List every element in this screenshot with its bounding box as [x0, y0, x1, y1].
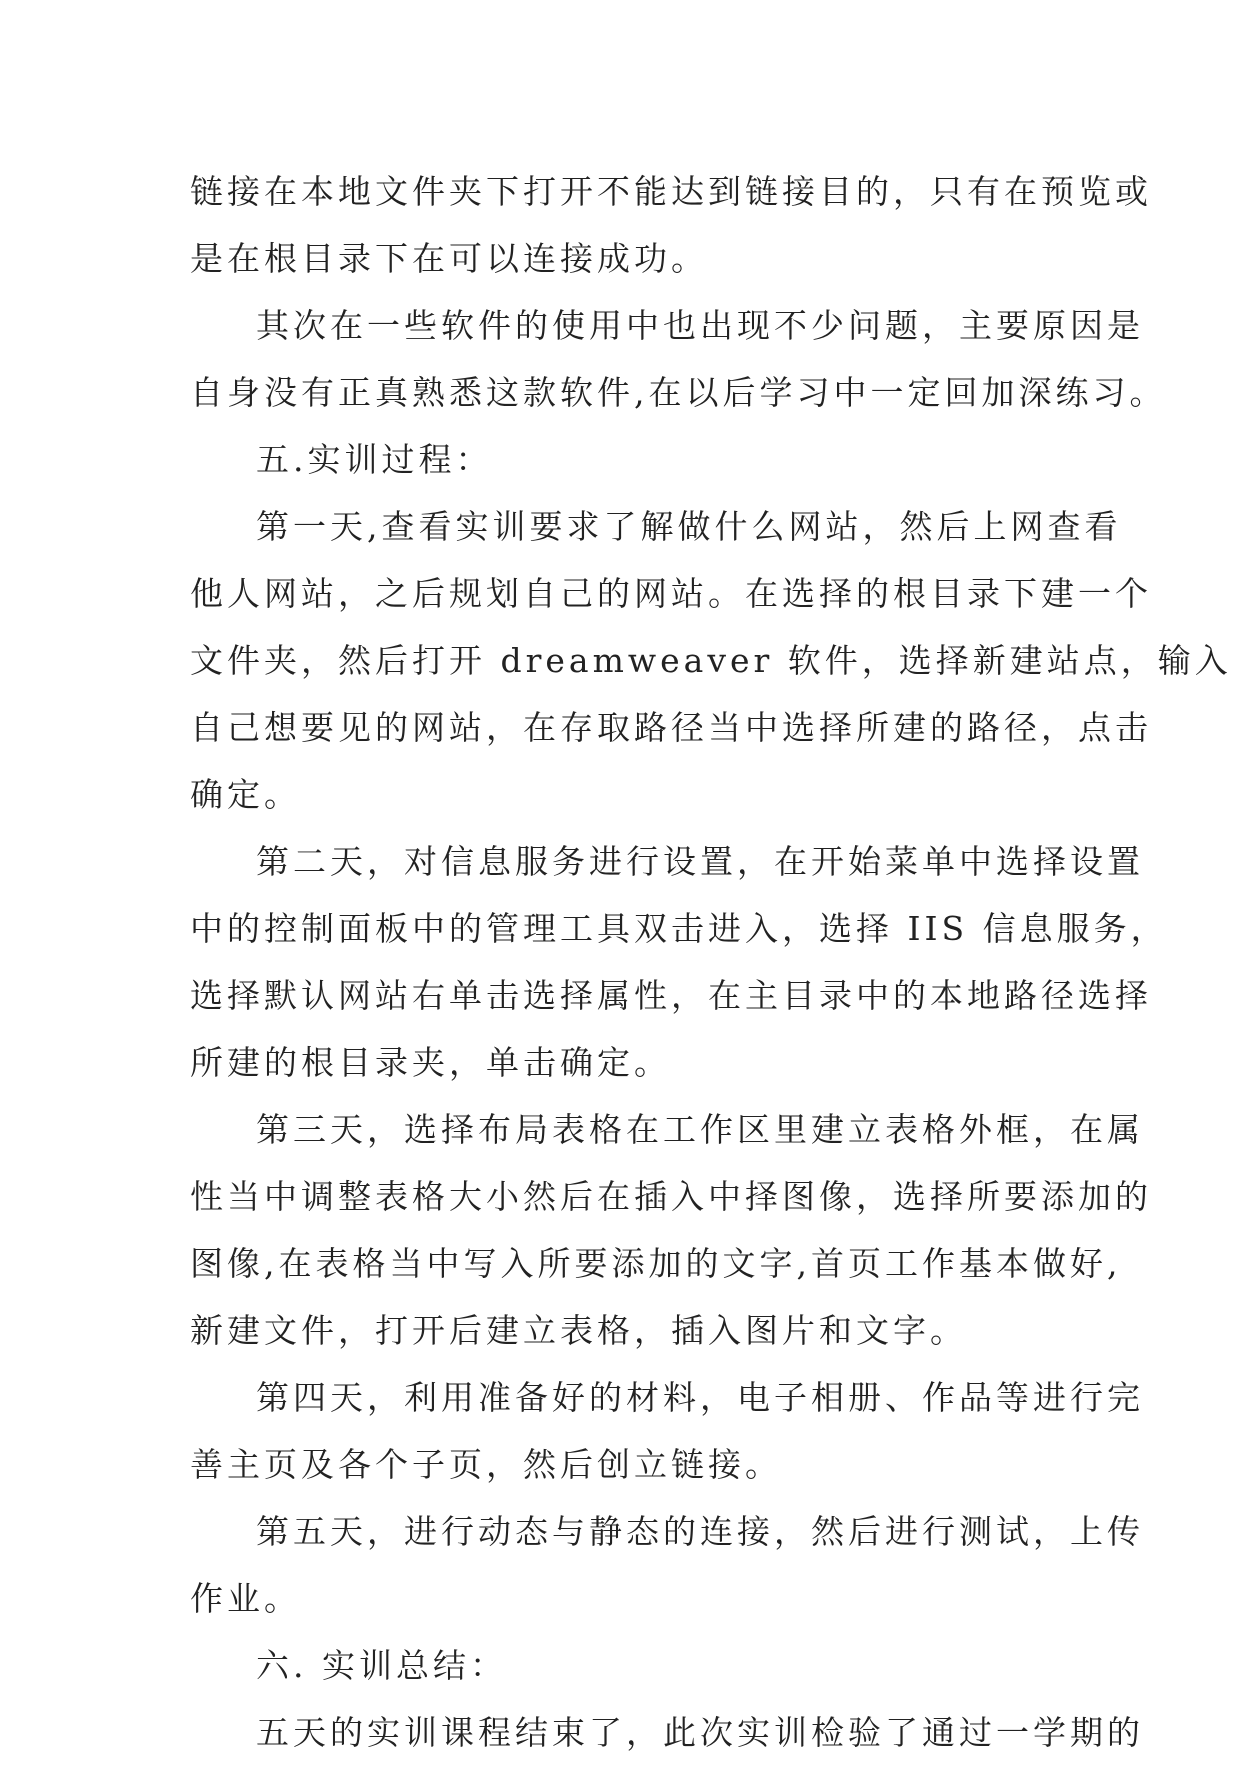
text-line: 是在根目录下在可以连接成功。	[190, 239, 708, 278]
text-line: 自身没有正真熟悉这款软件,在以后学习中一定回加深练习。	[190, 373, 1167, 412]
text-line: 自己想要见的网站，在存取路径当中选择所建的路径，点击	[190, 708, 1152, 747]
text-line: 善主页及各个子页，然后创立链接。	[190, 1445, 782, 1484]
text-line: 新建文件，打开后建立表格，插入图片和文字。	[190, 1311, 967, 1350]
text-line: 作业。	[190, 1579, 301, 1618]
text-line: 第五天，进行动态与静态的连接，然后进行测试，上传	[256, 1512, 1144, 1551]
text-line: 链接在本地文件夹下打开不能达到链接目的，只有在预览或	[190, 172, 1152, 211]
text-line: 第三天，选择布局表格在工作区里建立表格外框，在属	[256, 1110, 1144, 1149]
text-line: 文件夹，然后打开 dreamweaver 软件，选择新建站点，输入	[190, 641, 1232, 680]
text-line: 他人网站，之后规划自己的网站。在选择的根目录下建一个	[190, 574, 1152, 613]
text-line: 选择默认网站右单击选择属性，在主目录中的本地路径选择	[190, 976, 1152, 1015]
text-line: 性当中调整表格大小然后在插入中择图像，选择所要添加的	[190, 1177, 1152, 1216]
text-line: 第四天，利用准备好的材料，电子相册、作品等进行完	[256, 1378, 1144, 1417]
text-line: 第一天,查看实训要求了解做什么网站，然后上网查看	[256, 507, 1122, 546]
text-line: 中的控制面板中的管理工具双击进入，选择 IIS 信息服务，	[190, 909, 1168, 948]
text-line: 第二天，对信息服务进行设置，在开始菜单中选择设置	[256, 842, 1144, 881]
section-heading: 六. 实训总结：	[256, 1646, 507, 1685]
text-line: 其次在一些软件的使用中也出现不少问题，主要原因是	[256, 306, 1144, 345]
document-body	[190, 158, 1232, 1766]
text-line: 图像,在表格当中写入所要添加的文字,首页工作基本做好,	[190, 1244, 1122, 1283]
text-line: 五天的实训课程结束了，此次实训检验了通过一学期的	[256, 1713, 1144, 1752]
text-line: 所建的根目录夹，单击确定。	[190, 1043, 671, 1082]
section-heading: 五.实训过程：	[256, 440, 493, 479]
text-line: 确定。	[190, 775, 301, 814]
